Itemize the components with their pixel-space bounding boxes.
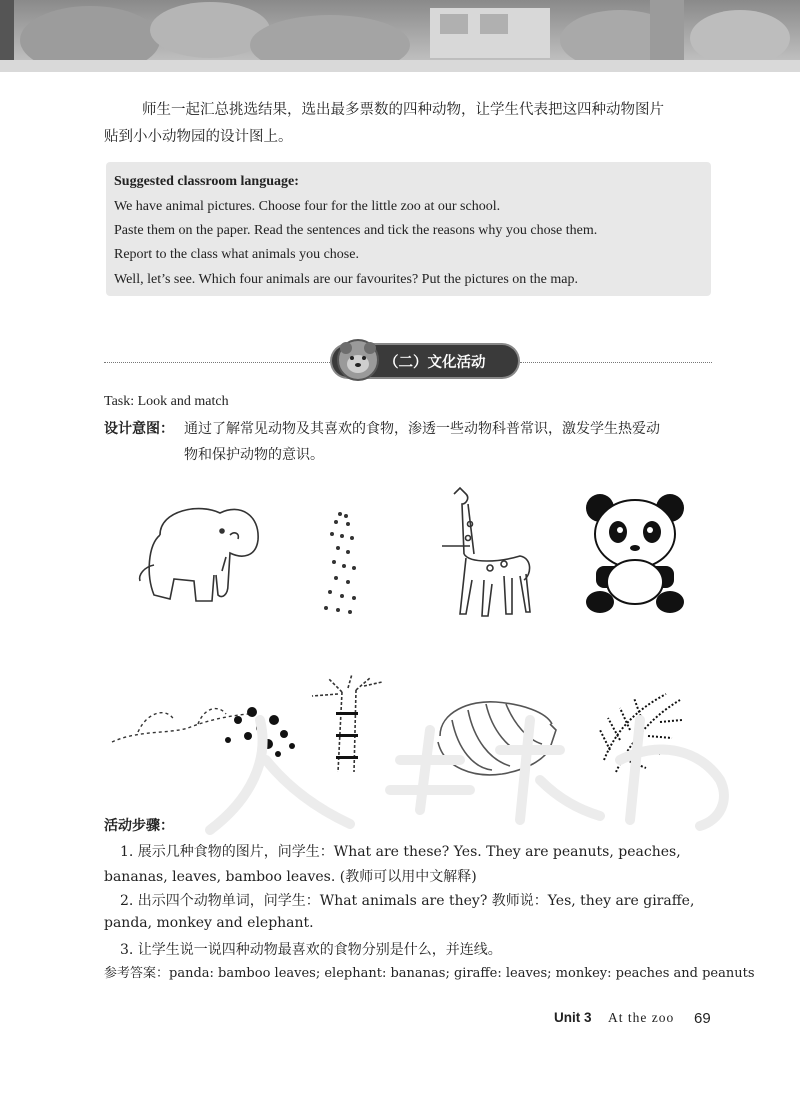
classroom-language-heading: Suggested classroom language: [114,174,299,189]
design-intent-line-1: 通过了解常见动物及其喜欢的食物，渗透一些动物科普常识，激发学生热爱动 [184,421,660,437]
publisher-watermark [200,700,760,840]
section-divider-right [520,362,712,363]
section-divider-left [104,362,330,363]
classroom-language-box [106,162,711,296]
step-2-line-1: 2. 出示四个动物单词，问学生：What animals are they? 教师说：Yes, they are giraffe, [120,893,695,909]
classroom-language-line: Well, let’s see. Which four animals are our favourites? Put the pictures on the map. [114,272,578,287]
steps-heading: 活动步骤： [104,818,174,834]
footer-unit-title: At the zoo [608,1010,675,1025]
footer-unit: Unit 3 [554,1010,592,1025]
step-3: 3. 让学生说一说四种动物最喜欢的食物分别是什么，并连线。 [120,942,502,958]
elephant-icon [130,495,270,615]
page-number: 69 [694,1010,711,1027]
section-title: （二）文化活动 [384,355,486,371]
classroom-language-line: We have animal pictures. Choose four for the little zoo at our school. [114,199,501,214]
classroom-language-line: Report to the class what animals you chose. [114,247,359,262]
bear-icon [336,338,380,382]
design-intent-line-2: 物和保护动物的意识。 [184,447,324,463]
step-2-line-2: panda, monkey and elephant. [104,915,314,931]
step-1-line-1: 1. 展示几种食物的图片，问学生：What are these? Yes. They are peanuts, peaches, [120,844,681,860]
reference-answer: 参考答案：panda: bamboo leaves; elephant: bananas; giraffe: leaves; monkey: peaches and peanuts [104,966,755,981]
design-intent-label: 设计意图： [104,421,174,437]
task-label: Task: Look and match [104,394,229,409]
giraffe-icon [440,484,540,624]
step-1-line-2: bananas, leaves, bamboo leaves. (教师可以用中文解释) [104,869,477,885]
intro-line-2: 贴到小小动物园的设计图上。 [104,129,293,145]
monkey-icon [318,508,368,616]
header-banner [0,0,800,72]
classroom-language-line: Paste them on the paper. Read the sentences and tick the reasons why you chose them. [114,223,598,238]
intro-line-1: 师生一起汇总挑选结果，选出最多票数的四种动物，让学生代表把这四种动物图片 [142,102,664,118]
panda-icon [582,490,688,616]
